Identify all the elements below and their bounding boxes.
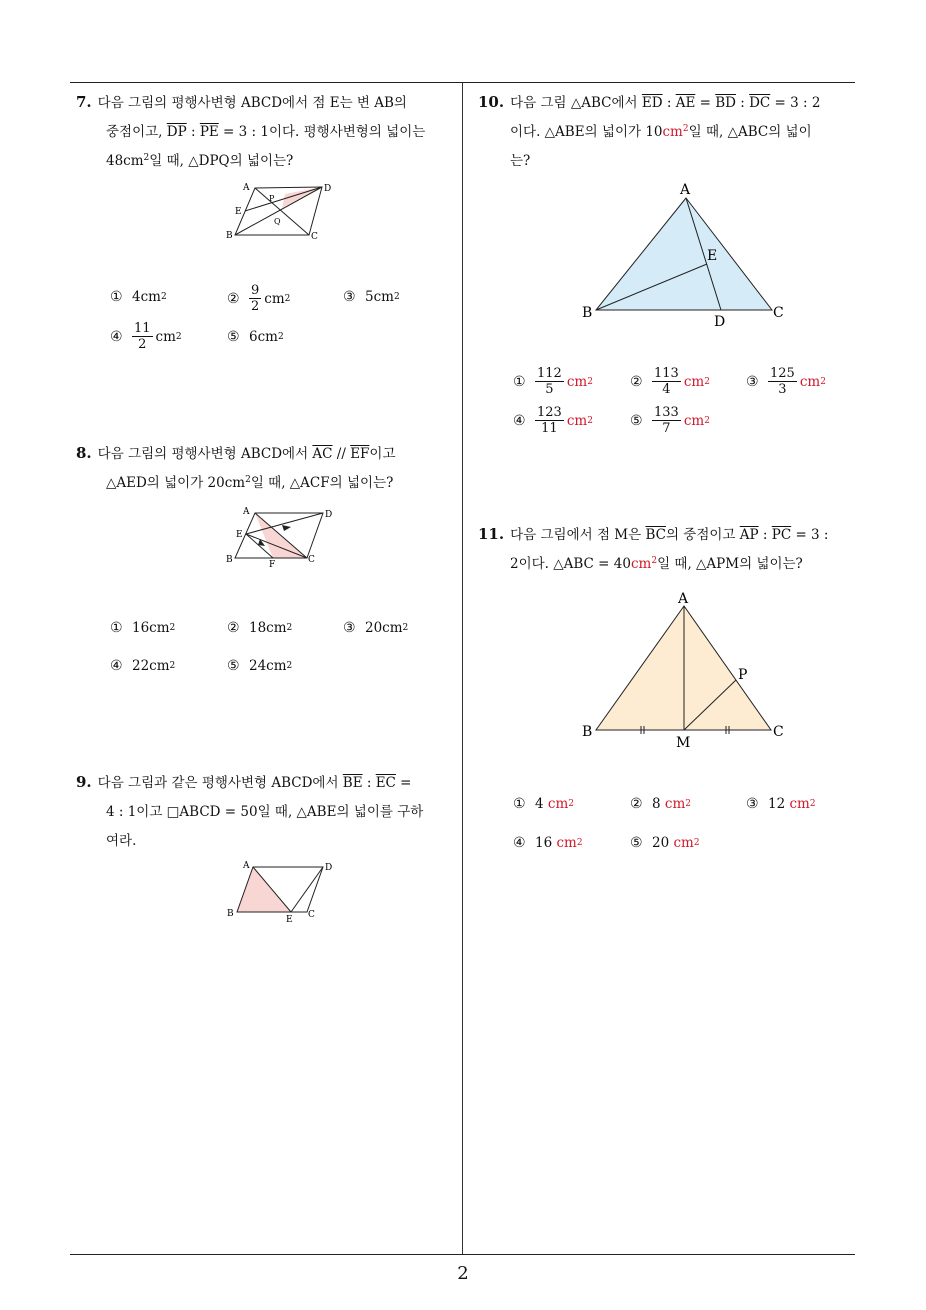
label-q: Q [274, 217, 281, 226]
figure-10 [576, 180, 796, 330]
label-c: C [773, 305, 784, 321]
label-d: D [324, 184, 332, 194]
choice-3[interactable]: ③ 20cm 2 [343, 620, 409, 636]
label-e: E [286, 915, 293, 924]
choice-3[interactable]: ③ 5cm 2 [343, 289, 400, 305]
problem-10: 10. 다음 그림 △ABC에서 $\overline{ED}$ : $\overline{AE} = \overline{BD}$ : $\overline{DC} = 3$ : 2 이다. △ABE의 넓이가 $10cm^2$일 때, △ABC의 넓이 는? [478, 93, 821, 169]
label-a: A [243, 507, 250, 517]
choice-1[interactable]: ① 4 cm 2 [513, 796, 574, 812]
label-a: A [243, 183, 250, 193]
label-c: C [311, 232, 318, 242]
choice-2[interactable]: ② 18cm 2 [227, 620, 293, 636]
problem-9: 9. 다음 그림과 같은 평행사변형 ABCD에서 $\overline{BE}$ : $\overline{EC}$ = 4 : 1이고 □ABCD = 50일 때, △ABE의 넓이를 구하 여라. [76, 773, 424, 849]
figure-7 [225, 178, 345, 244]
problem-number: 8. [76, 444, 92, 462]
problem-8: 8. 다음 그림의 평행사변형 ABCD에서 $\overline{AC} // \overline{EF}$이고 △AED의 넓이가 $20cm^2$일 때, △ACF의 넓이는? [76, 444, 396, 491]
label-m: M [676, 735, 691, 751]
problem-number: 7. [76, 93, 92, 111]
page-number: 2 [457, 1263, 469, 1284]
choice-1[interactable]: ① 4cm 2 [110, 289, 167, 305]
label-b: B [227, 909, 234, 919]
choice-5[interactable]: ⑤ 20 cm 2 [630, 835, 700, 851]
label-c: C [308, 910, 315, 920]
choice-5[interactable]: ⑤ 6cm 2 [227, 329, 284, 345]
figure-8 [225, 503, 345, 569]
figure-9 [225, 858, 345, 924]
choice-4[interactable]: ④ $\frac{123}{11}$ cm 2 [513, 405, 593, 436]
choice-1[interactable]: ① 16cm 2 [110, 620, 176, 636]
label-d: D [325, 510, 333, 520]
choice-1[interactable]: ① $\frac{112}{5}$ cm 2 [513, 366, 593, 397]
figure-11 [576, 588, 796, 753]
label-f: F [269, 560, 276, 569]
label-c: C [773, 724, 784, 740]
choice-4[interactable]: ④ 16 cm 2 [513, 835, 583, 851]
choice-2[interactable]: ② $\frac{113}{4}$ cm 2 [630, 366, 710, 397]
label-b: B [582, 305, 593, 321]
label-d: D [325, 863, 333, 873]
label-b: B [582, 724, 593, 740]
label-e: E [235, 207, 242, 217]
label-d: D [714, 314, 726, 330]
label-b: B [226, 555, 233, 565]
label-a: A [678, 591, 689, 607]
choice-2[interactable]: ② $\frac{9}{2}$ cm 2 [227, 283, 291, 314]
choice-2[interactable]: ② 8 cm 2 [630, 796, 691, 812]
label-e: E [707, 248, 718, 264]
label-b: B [226, 231, 233, 241]
label-a: A [243, 861, 250, 871]
problem-number: 11. [478, 525, 505, 543]
triangle-abc [596, 198, 772, 310]
label-a: A [680, 182, 691, 198]
choice-4[interactable]: ④ 22cm 2 [110, 658, 176, 674]
column-divider [462, 83, 463, 1255]
footer-rule [70, 1254, 855, 1255]
problem-7: 7. 다음 그림의 평행사변형 ABCD에서 점 E는 변 AB의 중점이고, $\overline{DP}$ : $\overline{PE} = 3$ : 1이다. 평행사변형의 넓이는 $48cm^2$일 때, △DPQ의 넓이는? [76, 93, 426, 169]
choice-5[interactable]: ⑤ 24cm 2 [227, 658, 293, 674]
label-e: E [236, 530, 243, 540]
problem-number: 10. [478, 93, 505, 111]
label-p: P [269, 194, 275, 203]
choice-3[interactable]: ③ $\frac{125}{3}$ cm 2 [746, 366, 826, 397]
problem-number: 9. [76, 773, 92, 791]
choice-4[interactable]: ④ $\frac{11}{2}$ cm 2 [110, 321, 182, 352]
problem-11: 11. 다음 그림에서 점 M은 $\overline{BC}$의 중점이고 $\overline{AP}$ : $\overline{PC} = 3$ : 2이다. △ABC = $40cm^2$일 때, △APM의 넓이는? [478, 525, 829, 572]
choice-3[interactable]: ③ 12 cm 2 [746, 796, 816, 812]
label-p: P [738, 667, 748, 683]
label-c: C [308, 555, 315, 565]
choice-5[interactable]: ⑤ $\frac{133}{7}$ cm 2 [630, 405, 710, 436]
